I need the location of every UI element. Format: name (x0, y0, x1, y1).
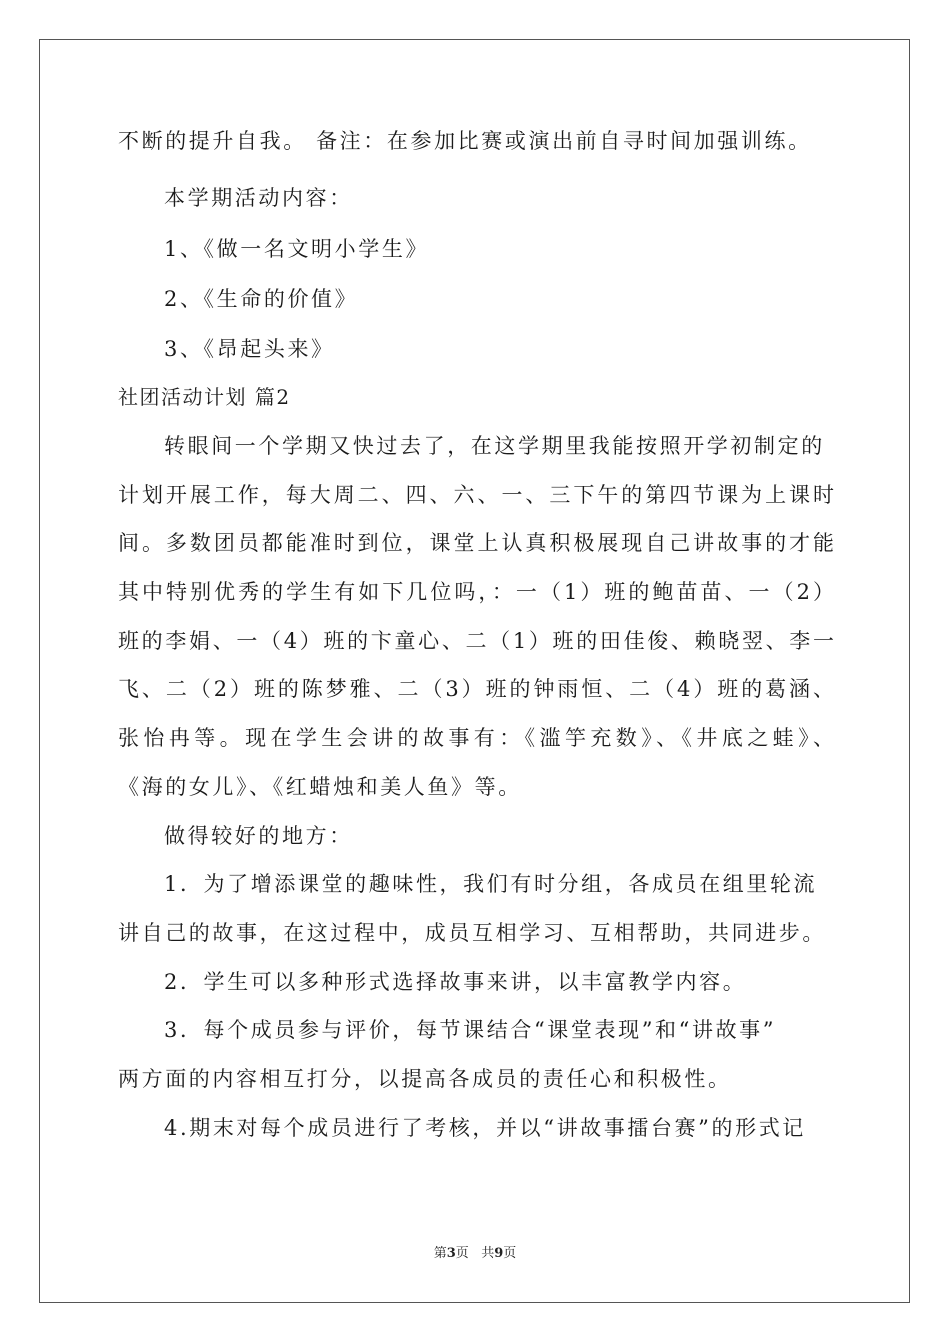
text-line: 4.期末对每个成员进行了考核，并以“讲故事擂台赛”的形式记 (164, 1116, 806, 1140)
list-item: 3、《昂起头来》 (164, 337, 335, 361)
text-line: 间。多数团员都能准时到位，课堂上认真积极展现自己讲故事的才能 (118, 531, 834, 555)
page-suffix: 页 (455, 1246, 469, 1261)
section-heading: 社团活动计划 篇2 (118, 385, 291, 409)
text-line: 《海的女儿》、《红蜡烛和美人鱼》等。 (118, 775, 522, 799)
page-number: 3 (446, 1246, 456, 1261)
section-label: 做得较好的地方： (164, 824, 353, 848)
section-label: 本学期活动内容： (164, 186, 353, 210)
page-footer (0, 1246, 950, 1262)
text-line: 转眼间一个学期又快过去了，在这学期里我能按照开学初制定的 (164, 434, 825, 458)
text-line: 其中特别优秀的学生有如下几位吗，：一（1）班的鲍苗苗、一（2） (118, 580, 834, 604)
list-item: 1、《做一名文明小学生》 (164, 237, 430, 261)
text-line: 班的李娟、一（4）班的卞童心、二（1）班的田佳俊、赖晓翌、李一 (118, 629, 834, 653)
text-line: 飞、二（2）班的陈梦雅、二（3）班的钟雨恒、二（4）班的葛涵、 (118, 677, 834, 701)
text-line: 计划开展工作，每大周二、四、六、一、三下午的第四节课为上课时 (118, 483, 834, 507)
text-line: 2．学生可以多种形式选择故事来讲，以丰富教学内容。 (164, 970, 747, 994)
list-item: 2、《生命的价值》 (164, 287, 359, 311)
text-line: 不断的提升自我。 备注：在参加比赛或演出前自寻时间加强训练。 (118, 129, 812, 153)
total-prefix: 共 (481, 1246, 495, 1261)
text-line: 1．为了增添课堂的趣味性，我们有时分组，各成员在组里轮流 (164, 872, 818, 896)
total-suffix: 页 (503, 1246, 517, 1261)
text-line: 张怡冉等。现在学生会讲的故事有：《滥竽充数》、《井底之蛙》、 (118, 726, 834, 750)
page-prefix: 第 (433, 1246, 447, 1261)
text-line: 3．每个成员参与评价，每节课结合“课堂表现”和“讲故事” (164, 1018, 777, 1042)
text-line: 两方面的内容相互打分，以提高各成员的责任心和积极性。 (118, 1067, 732, 1091)
text-line: 讲自己的故事，在这过程中，成员互相学习、互相帮助，共同进步。 (118, 921, 826, 945)
page-total: 9 (494, 1246, 504, 1261)
